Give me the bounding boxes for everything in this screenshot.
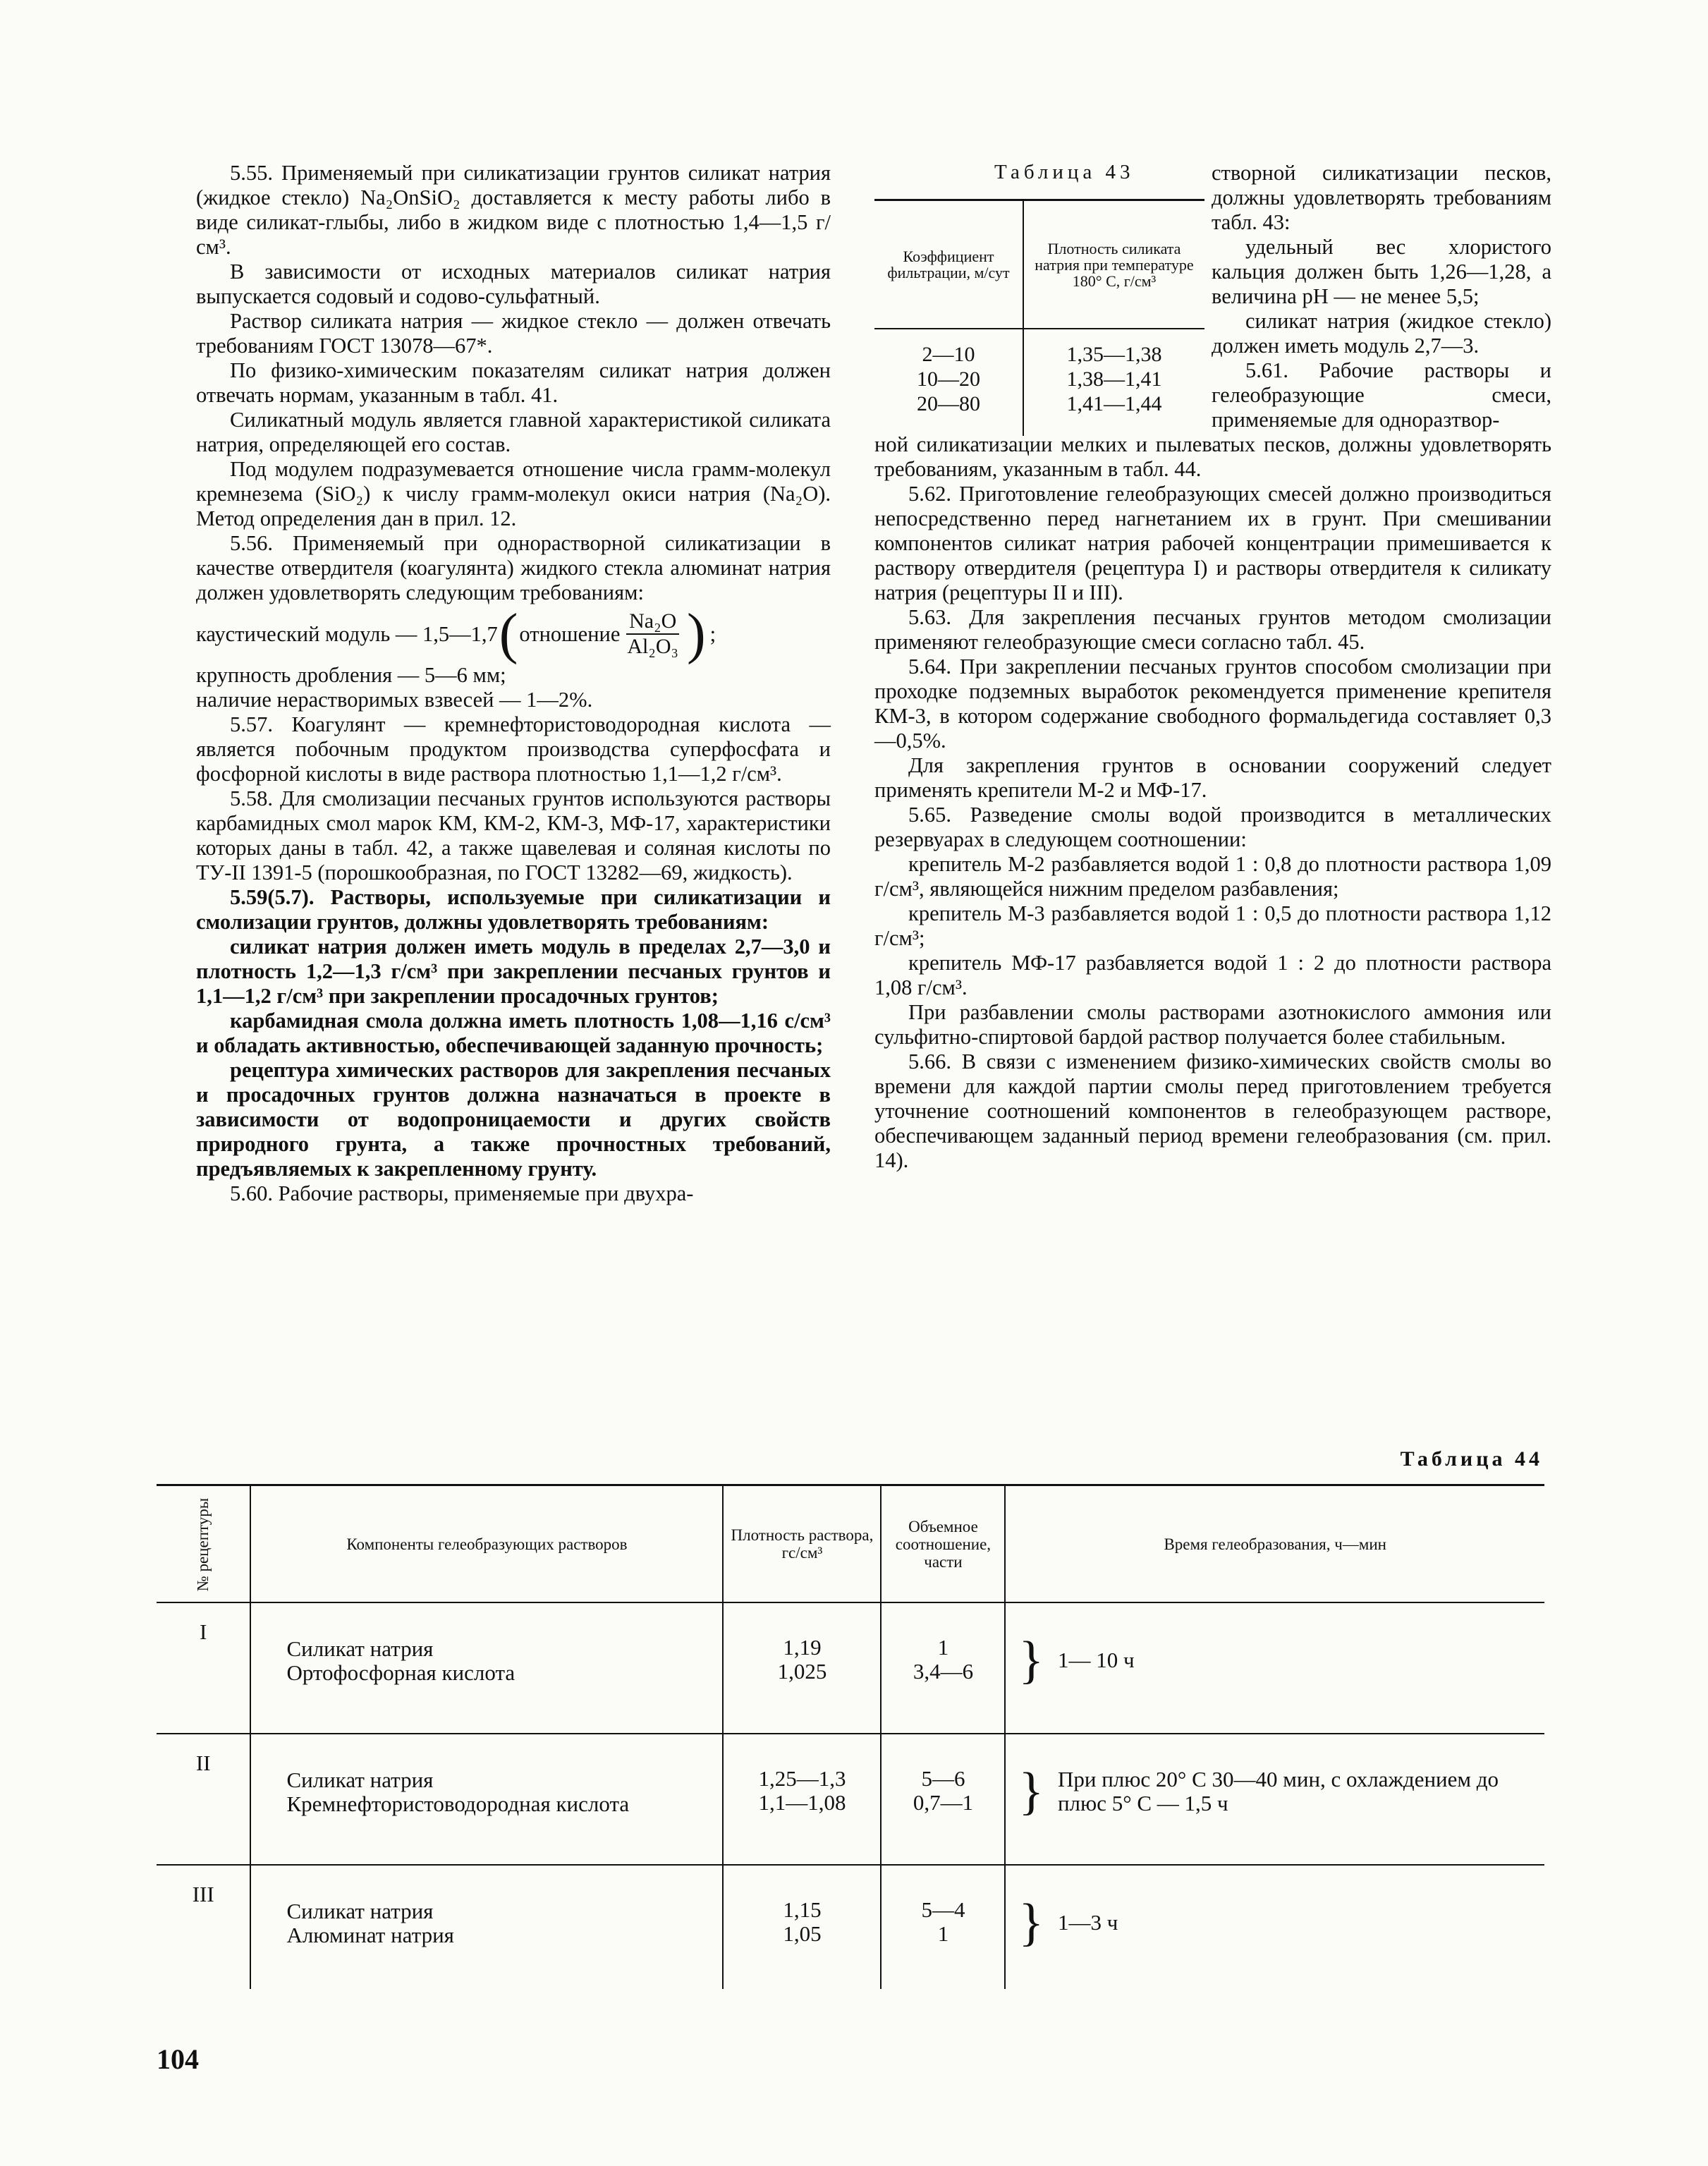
paragraph: 5.58. Для смолизации песчаных грунтов используются растворы карбамидных смол марок КМ, КМ-2, КМ-3, МФ-17, характеристики которых даны в табл. 42, а также щавелевая и соляная кислоты по ТУ-II 1391-5 (порошкообразная, по ГОСТ 13282—69, жидкость). (196, 786, 831, 884)
recipe-number: III (157, 1865, 250, 1989)
gel-time-value: 1— 10 ч (1057, 1648, 1135, 1672)
table-cell: 1,35—1,38 (1066, 343, 1162, 366)
paragraph: ной силикатизации мелких и пылеватых песков, должны удовлетворять требованиям, указанным в табл. 44. (874, 432, 1551, 481)
formula-numerator: Na₂O (626, 609, 679, 635)
density-cell: 1,25—1,3 1,1—1,08 (723, 1734, 881, 1865)
paragraph: 5.65. Разведение смолы водой производится в металлических резервуарах в следующем соотношении: (874, 803, 1551, 851)
right-column-narrow (1212, 161, 1551, 432)
table-cell: 20—80 (917, 392, 980, 415)
gel-time-cell (1005, 1734, 1544, 1865)
caustic-modulus-formula (196, 603, 831, 665)
paragraph: Раствор силиката натрия — жидкое стекло — должен отвечать требованиям ГОСТ 13078—67*. (196, 309, 831, 358)
gel-time-value: 1—3 ч (1057, 1910, 1118, 1935)
formula-tail: ; (709, 621, 716, 646)
paragraph: створной силикатизации песков, должны удовлетворять требованиям табл. 43: (1212, 161, 1551, 234)
close-paren: ) (686, 603, 706, 665)
table-44-col-density: Плотность раствора, гс/см³ (723, 1485, 881, 1603)
gel-time-cell (1005, 1865, 1544, 1989)
table-44-header-row (157, 1485, 1544, 1603)
table-44-col-volume-ratio: Объемное соотношение, части (881, 1485, 1005, 1603)
table-43-title: Таблица 43 (994, 161, 1135, 183)
paragraph: удельный вес хлористого кальция должен быть 1,26—1,28, а величина pH — не менее 5,5; (1212, 235, 1551, 308)
table-row (157, 1734, 1544, 1865)
formula-ratio-word: отношение (519, 621, 621, 646)
gel-time-value: При плюс 20° С 30—40 мин, с охлаждением до плюс 5° С — 1,5 ч (1057, 1767, 1499, 1815)
paragraph: Силикатный модуль является главной характеристикой силиката натрия, определяющей его состав. (196, 408, 831, 456)
paragraph: 5.64. При закреплении песчаных грунтов способом смолизации при проходке подземных выработок рекомендуется применение крепителя КМ-3, в котором содержание свободного формальдегида составляет 0,3—0,5%. (874, 655, 1551, 753)
paragraph: крупность дробления — 5—6 мм; (196, 663, 506, 687)
right-column (874, 161, 1551, 1173)
paragraph: Под модулем подразумевается отношение числа грамм-молекул кремнезема (SiO₂) к числу грамм-молекул окиси натрия (Na₂O). Метод определения дан в прил. 12. (196, 457, 831, 530)
paragraph: силикат натрия должен иметь модуль в пределах 2,7—3,0 и плотность 1,2—1,3 г/см³ при закреплении песчаных грунтов и 1,1—1,2 г/см³ при закреплении просадочных грунтов; (196, 935, 831, 1008)
paragraph: карбамидная смола должна иметь плотность 1,08—1,16 с/см³ и обладать активностью, обеспечивающей заданную прочность; (196, 1009, 831, 1057)
components-cell (250, 1734, 723, 1865)
paragraph: 5.61. Рабочие растворы и гелеобразующие смеси, применяемые для одноразтвор- (1212, 358, 1551, 432)
component: Кремнефтористоводородная кислота (286, 1791, 630, 1816)
table-44-col-gel-time: Время гелеобразования, ч—мин (1005, 1485, 1544, 1603)
paragraph: При разбавлении смолы растворами азотнокислого аммония или сульфитно-спиртовой бардой раствор получается более стабильным. (874, 1000, 1551, 1049)
table-row (157, 1865, 1544, 1989)
gel-time-cell (1005, 1602, 1544, 1734)
table-cell: 1,41—1,44 (1066, 392, 1162, 415)
formula-label: каустический модуль — 1,5—1,7 (196, 621, 498, 646)
paragraph: 5.66. В связи с изменением физико-химических свойств смолы во времени для каждой партии смолы перед приготовлением требуется уточнение соотношений компонентов в гелеобразующем растворе, обеспечивающем заданный период времени гелеобразования (см. прил. 14). (874, 1049, 1551, 1172)
paragraph: рецептура химических растворов для закрепления песчаных и просадочных грунтов должна назначаться в проекте в зависимости от водопроницаемости и других свойств природного грунта, а также прочностных требований, предъявляемых к закрепленному грунту. (196, 1058, 831, 1181)
right-brace-icon: } (1018, 1631, 1044, 1689)
table-44-col-components: Компоненты гелеобразующих растворов (250, 1485, 723, 1603)
right-brace-icon: } (1018, 1763, 1044, 1820)
component: Алюминат натрия (286, 1923, 454, 1947)
paragraph: 5.57. Коагулянт — кремнефтористоводородная кислота — является побочным продуктом производства суперфосфата и фосфорной кислоты в виде раствора плотностью 1,1—1,2 г/см³. (196, 712, 831, 786)
open-paren: ( (499, 603, 518, 665)
page-number: 104 (157, 2043, 199, 2075)
table-cell: 1,38—1,41 (1066, 367, 1162, 391)
table-44-col-recipe-number: № рецептуры (157, 1485, 250, 1603)
paragraph: 5.55. Применяемый при силикатизации грунтов силикат натрия (жидкое стекло) Na₂OnSiO₂ доставляется к месту работы либо в виде силикат-глыбы, либо в жидком виде с плотностью 1,4—1,5 г/см³. (196, 161, 831, 259)
formula-fraction (624, 609, 681, 659)
left-column (196, 161, 831, 1206)
component: Силикат натрия (286, 1899, 434, 1923)
components-cell (250, 1865, 723, 1989)
recipe-number: II (157, 1734, 250, 1865)
paragraph: 5.59(5.7). Растворы, используемые при силикатизации и смолизации грунтов, должны удовлетворять требованиям: (196, 885, 831, 934)
paragraph: 5.56. Применяемый при однорастворной силикатизации в качестве отвердителя (коагулянта) жидкого стекла алюминат натрия должен удовлетворять следующим требованиям: (196, 531, 831, 604)
paragraph: 5.63. Для закрепления песчаных грунтов методом смолизации применяют гелеобразующие смеси согласно табл. 45. (874, 605, 1551, 654)
volume-cell: 1 3,4—6 (881, 1602, 1005, 1734)
right-brace-icon: } (1018, 1894, 1044, 1952)
paragraph: крепитель М-2 разбавляется водой 1 : 0,8 до плотности раствора 1,09 г/см³, являющейся нижним пределом разбавления; (874, 852, 1551, 901)
volume-cell: 5—6 0,7—1 (881, 1734, 1005, 1865)
table-43-col-coefficient: Коэффициент фильтрации, м/сут (874, 201, 1024, 328)
component: Силикат натрия (286, 1636, 434, 1661)
component: Силикат натрия (286, 1768, 434, 1792)
paragraph: крепитель МФ-17 разбавляется водой 1 : 2 до плотности раствора 1,08 г/см³. (874, 951, 1551, 999)
formula-denominator: Al₂O₃ (627, 635, 678, 658)
paragraph: силикат натрия (жидкое стекло) должен иметь модуль 2,7—3. (1212, 309, 1551, 358)
table-cell: 10—20 (917, 367, 980, 391)
paragraph: В зависимости от исходных материалов силикат натрия выпускается содовый и содово-сульфатный. (196, 260, 831, 308)
density-cell: 1,19 1,025 (723, 1602, 881, 1734)
table-44-title: Таблица 44 (1400, 1447, 1543, 1471)
recipe-number: I (200, 1619, 207, 1644)
paragraph: наличие нерастворимых взвесей — 1—2%. (196, 688, 593, 712)
paragraph: 5.62. Приготовление гелеобразующих смесей должно производиться непосредственно перед нагнетанием их в грунт. При смешивании компонентов силикат натрия рабочей концентрации примешивается к раствору отвердителя (рецептура I) и растворы отвердителя к силикату натрия (рецептуры II и III). (874, 482, 1551, 604)
paragraph: По физико-химическим показателям силикат натрия должен отвечать нормам, указанным в табл. 41. (196, 358, 831, 407)
paragraph: 5.60. Рабочие растворы, применяемые при двухра- (230, 1181, 694, 1205)
paragraph: крепитель М-3 разбавляется водой 1 : 0,5 до плотности раствора 1,12 г/см³; (874, 901, 1551, 950)
paragraph: Для закрепления грунтов в основании сооружений следует применять крепители М-2 и МФ-17. (874, 753, 1551, 802)
density-cell: 1,15 1,05 (723, 1865, 881, 1989)
components-cell (250, 1602, 723, 1734)
table-cell: 2—10 (922, 343, 975, 366)
table-43-col-density: Плотность силиката натрия при температуре 180° С, г/см³ (1035, 239, 1194, 290)
volume-cell: 5—4 1 (881, 1865, 1005, 1989)
table-44 (157, 1484, 1544, 1989)
component: Ортофосфорная кислота (286, 1660, 516, 1685)
table-row (157, 1602, 1544, 1734)
